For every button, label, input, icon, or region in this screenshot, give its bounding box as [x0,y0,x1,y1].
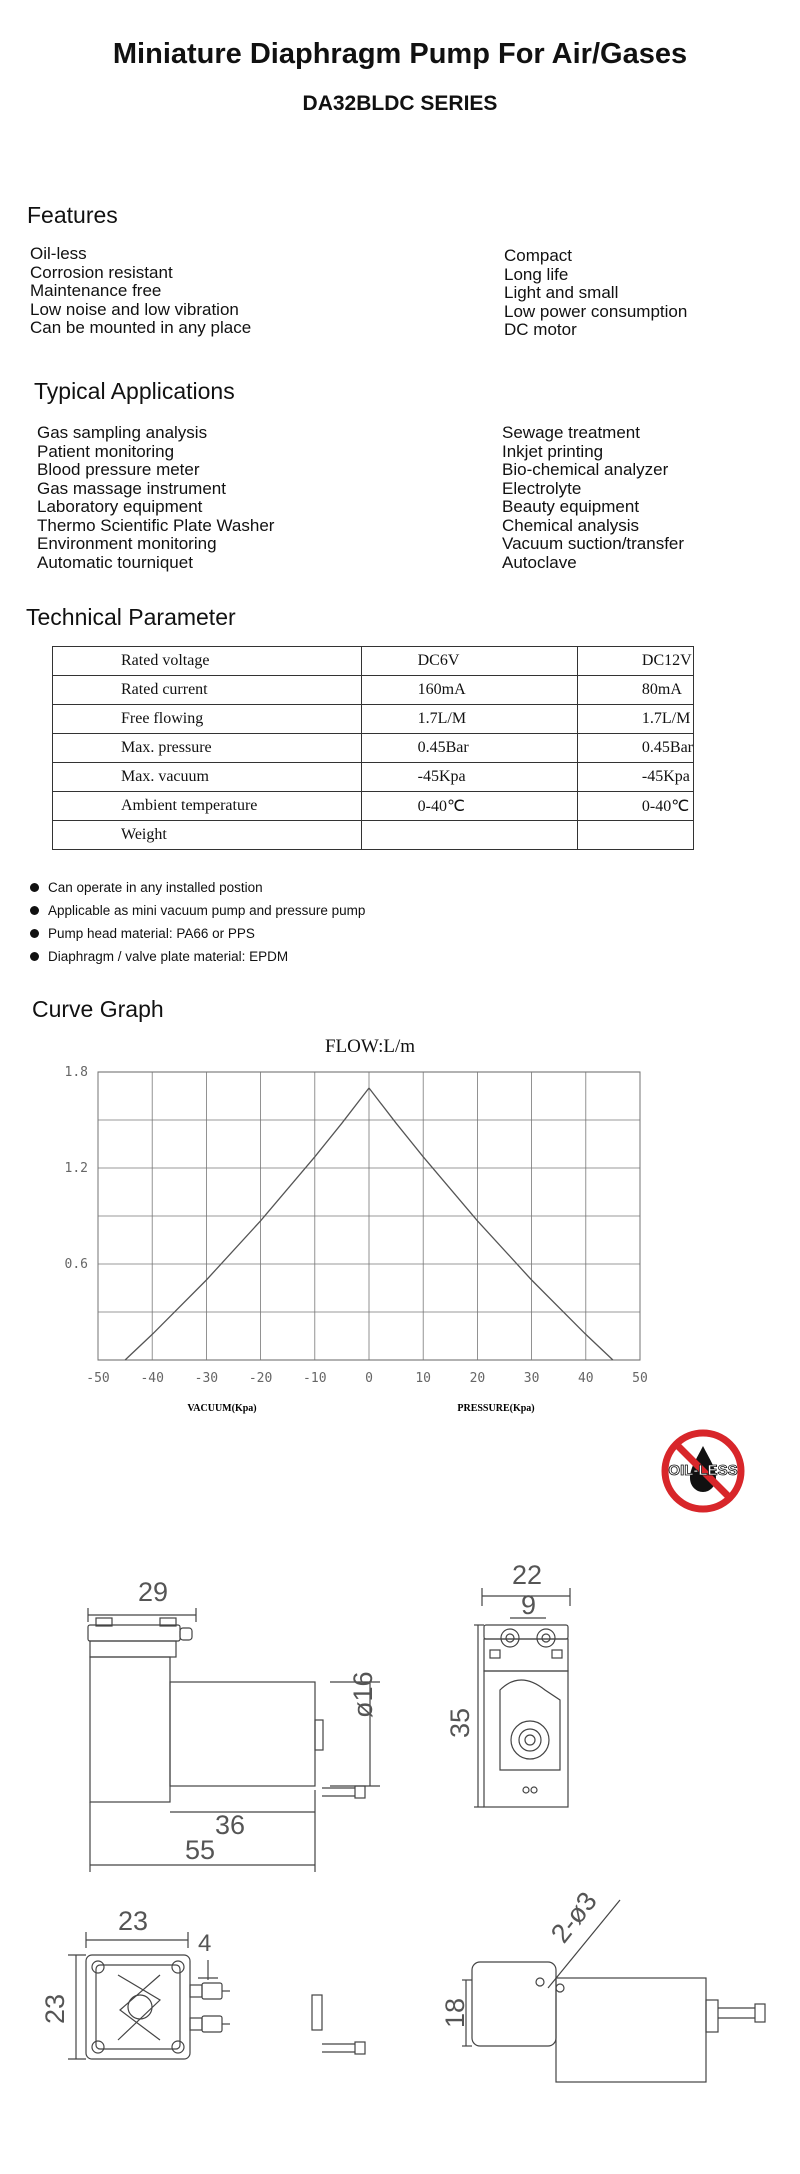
dim-rear-height: 18 [440,1997,470,2028]
parameter-value [361,821,577,850]
table-row [53,821,694,850]
parameter-name: Rated voltage [53,647,362,676]
oil-less-badge [658,1426,748,1516]
chart-title: FLOW:L/m [324,1036,416,1057]
parameter-name: Rated current [53,676,362,705]
page-title: Miniature Diaphragm Pump For Air/Gases [112,38,688,70]
note-item: Can operate in any installed postion [30,876,365,899]
application-item: Laboratory equipment [37,497,203,516]
table-row [53,734,694,763]
dim-front-height: 35 [445,1707,475,1738]
feature-item: Light and small [504,283,619,302]
parameter-value: 0-40℃ [577,792,693,821]
dim-side-width: 29 [138,1577,169,1607]
application-item: Autoclave [502,552,577,572]
application-item: Thermo Scientific Plate Washer [37,515,275,535]
rear-view-drawing [462,1900,765,2082]
x-label-vacuum: VACUUM(Kpa) [187,1403,257,1414]
bottom-view-drawing [68,1932,365,2059]
y-tick-label: 1.8 [64,1065,88,1080]
parameter-value: -45Kpa [361,763,577,792]
y-tick-label: 1.2 [64,1161,88,1176]
table-row [53,763,694,792]
parameter-value: 160mA [361,676,577,705]
application-item: Patient monitoring [37,441,175,461]
features-heading: Features [27,202,118,228]
chart-grid [98,1072,640,1360]
x-tick-label: 0 [365,1371,373,1386]
dim-bottom-port: 4 [198,1930,212,1957]
dim-bottom-width: 23 [118,1906,149,1936]
badge-text: OIL-LESS [668,1462,738,1479]
bullet-icon [30,929,39,938]
application-item: Beauty equipment [502,497,640,516]
application-item: Chemical analysis [502,515,639,535]
parameter-name: Ambient temperature [53,792,362,821]
dim-side-diameter: ø16 [348,1671,378,1718]
chart-series [125,1088,613,1360]
notes-list [30,876,365,968]
feature-item: Low power consumption [504,301,688,321]
parameter-value: 1.7L/M [577,705,693,734]
application-item: Vacuum suction/transfer [502,534,685,553]
feature-item: Maintenance free [30,281,162,300]
x-tick-label: 40 [577,1371,594,1386]
x-tick-label: 50 [632,1371,648,1386]
parameter-value: 0.45Bar [361,734,577,763]
table-row [53,792,694,821]
series-subtitle: DA32BLDC SERIES [302,92,498,115]
application-item: Sewage treatment [502,423,640,442]
features-list-right [504,247,687,340]
parameter-table [52,646,694,850]
note-item: Diaphragm / valve plate material: EPDM [30,945,365,968]
x-tick-label: -30 [194,1371,219,1386]
x-tick-label: -20 [248,1371,273,1386]
parameter-value: 0.45Bar [577,734,693,763]
application-item: Automatic tourniquet [37,552,193,572]
feature-item: Oil-less [30,244,87,263]
parameter-name: Max. pressure [53,734,362,763]
feature-item: Low noise and low vibration [30,299,239,319]
parameter-value: 1.7L/M [361,705,577,734]
feature-item: Long life [504,264,569,284]
parameter-value [577,821,693,850]
dim-rear-holes: 2-ø3 [545,1886,603,1949]
dim-front-spacing: 9 [521,1590,537,1620]
application-item: Environment monitoring [37,534,217,553]
dim-bottom-height: 23 [40,1993,70,2024]
dim-side-total: 55 [185,1835,216,1865]
dim-front-width: 22 [512,1560,543,1590]
x-label-pressure: PRESSURE(Kpa) [457,1403,535,1414]
bullet-icon [30,952,39,961]
plot-frame [98,1072,640,1360]
x-tick-label: 10 [415,1371,432,1386]
curve-heading: Curve Graph [32,996,164,1022]
series-line [369,1088,613,1360]
bullet-icon [30,906,39,915]
series-line [125,1088,369,1360]
x-tick-label: -50 [86,1371,110,1386]
parameter-value: -45Kpa [577,763,693,792]
application-item: Gas sampling analysis [37,423,208,442]
table-row [53,676,694,705]
feature-item: Can be mounted in any place [30,318,252,337]
chart-ticks [65,1065,648,1386]
note-item: Applicable as mini vacuum pump and pressure pump [30,899,365,922]
parameter-name: Free flowing [53,705,362,734]
y-tick-label: 0.6 [64,1257,88,1272]
dim-side-body: 36 [215,1810,246,1840]
technical-heading: Technical Parameter [26,604,236,630]
feature-item: Corrosion resistant [30,262,173,282]
parameter-value: 80mA [577,676,693,705]
application-item: Inkjet printing [502,441,604,461]
parameter-value: 0-40℃ [361,792,577,821]
application-item: Electrolyte [502,478,582,498]
parameter-value: DC6V [361,647,577,676]
applications-heading: Typical Applications [34,378,235,404]
application-item: Bio-chemical analyzer [502,460,669,479]
applications-list-left [37,424,274,572]
feature-item: Compact [504,246,573,265]
parameter-name: Weight [53,821,362,850]
bullet-icon [30,883,39,892]
feature-item: DC motor [504,320,577,339]
application-item: Gas massage instrument [37,478,226,498]
note-item: Pump head material: PA66 or PPS [30,922,365,945]
applications-list-right [502,424,684,572]
x-tick-label: 30 [523,1371,540,1386]
parameter-value: DC12V [577,647,693,676]
parameter-name: Max. vacuum [53,763,362,792]
x-tick-label: -10 [303,1371,327,1386]
table-row [53,647,694,676]
x-tick-label: -40 [140,1371,164,1386]
application-item: Blood pressure meter [37,460,200,479]
features-list-left [30,245,251,338]
table-row [53,705,694,734]
x-tick-label: 20 [469,1371,486,1386]
